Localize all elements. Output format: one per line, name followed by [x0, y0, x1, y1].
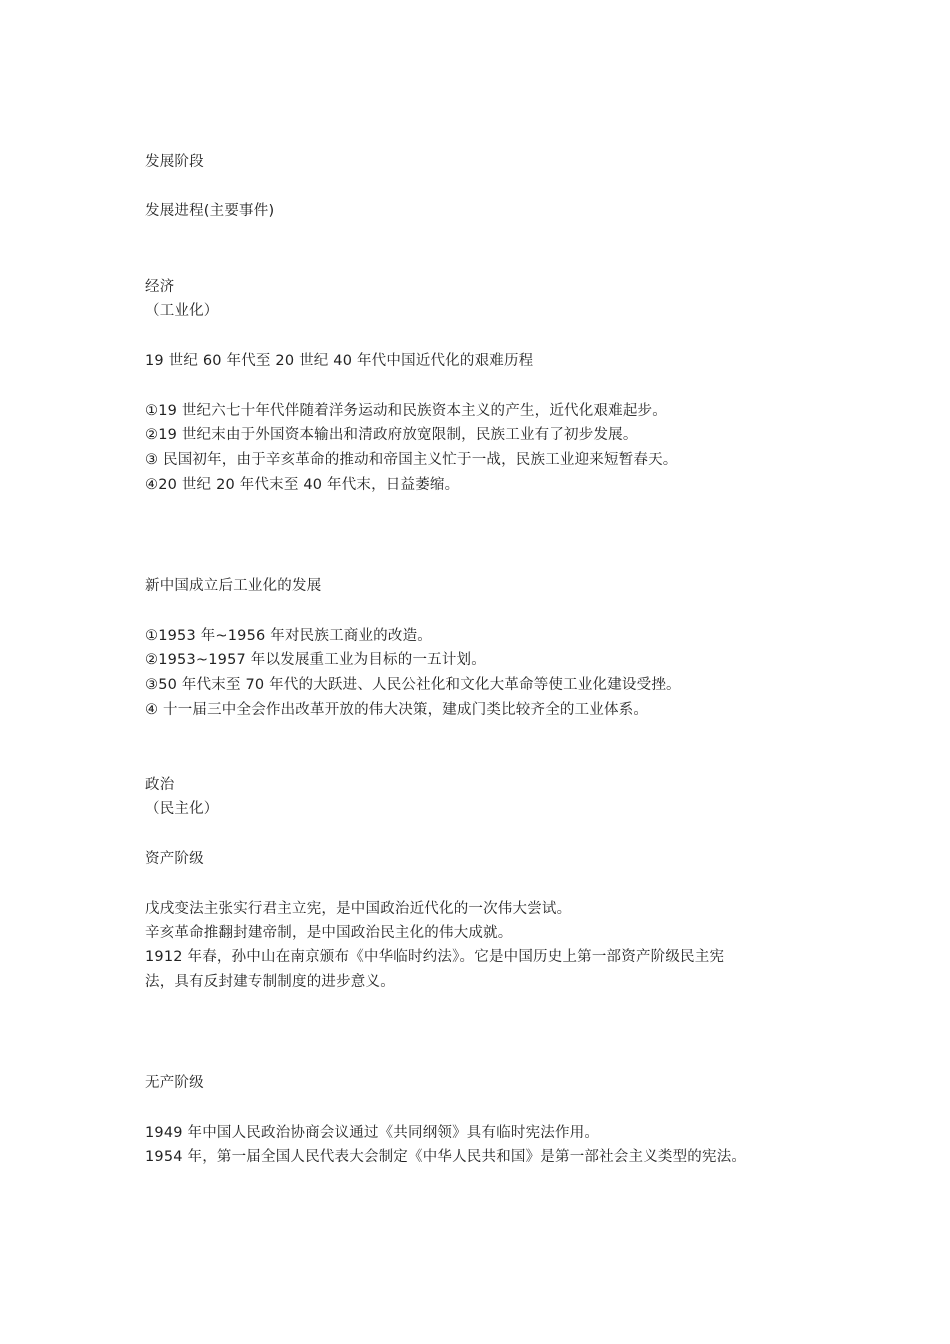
- economy-period2-item: ④ 十一届三中全会作出改革开放的伟大决策，建成门类比较齐全的工业体系。: [145, 702, 649, 718]
- proletariat-item: 1954 年，第一届全国人民代表大会制定《中华人民共和国》是第一部社会主义类型的宪法。: [145, 1149, 747, 1165]
- economy-period2-item: ①1953 年~1956 年对民族工商业的改造。: [145, 628, 432, 644]
- economy-period1-heading: 19 世纪 60 年代至 20 世纪 40 年代中国近代化的艰难历程: [145, 353, 534, 369]
- bourgeoisie-item: 法，具有反封建专制制度的进步意义。: [145, 974, 395, 990]
- politics-title: 政治: [145, 777, 175, 793]
- process-header: 发展进程(主要事件): [145, 203, 275, 219]
- economy-subtitle: （工业化）: [145, 303, 219, 319]
- economy-title: 经济: [145, 279, 175, 295]
- stage-header: 发展阶段: [145, 154, 204, 170]
- economy-period2-item: ②1953~1957 年以发展重工业为目标的一五计划。: [145, 652, 486, 668]
- bourgeoisie-heading: 资产阶级: [145, 851, 204, 867]
- economy-period1-item: ①19 世纪六七十年代伴随着洋务运动和民族资本主义的产生，近代化艰难起步。: [145, 403, 667, 419]
- economy-period1-item: ④20 世纪 20 年代末至 40 年代末，日益萎缩。: [145, 477, 460, 493]
- economy-period1-item: ③ 民国初年，由于辛亥革命的推动和帝国主义忙于一战，民族工业迎来短暂春天。: [145, 452, 678, 468]
- economy-period1-item: ②19 世纪末由于外国资本输出和清政府放宽限制，民族工业有了初步发展。: [145, 427, 638, 443]
- proletariat-heading: 无产阶级: [145, 1075, 204, 1091]
- politics-subtitle: （民主化）: [145, 801, 219, 817]
- bourgeoisie-item: 辛亥革命推翻封建帝制，是中国政治民主化的伟大成就。: [145, 925, 513, 941]
- bourgeoisie-item: 戊戌变法主张实行君主立宪，是中国政治近代化的一次伟大尝试。: [145, 901, 572, 917]
- proletariat-item: 1949 年中国人民政治协商会议通过《共同纲领》具有临时宪法作用。: [145, 1125, 600, 1141]
- bourgeoisie-item: 1912 年春，孙中山在南京颁布《中华临时约法》。它是中国历史上第一部资产阶级民主宪: [145, 949, 725, 965]
- economy-period2-item: ③50 年代末至 70 年代的大跃进、人民公社化和文化大革命等使工业化建设受挫。: [145, 677, 681, 693]
- economy-period2-heading: 新中国成立后工业化的发展: [145, 578, 322, 594]
